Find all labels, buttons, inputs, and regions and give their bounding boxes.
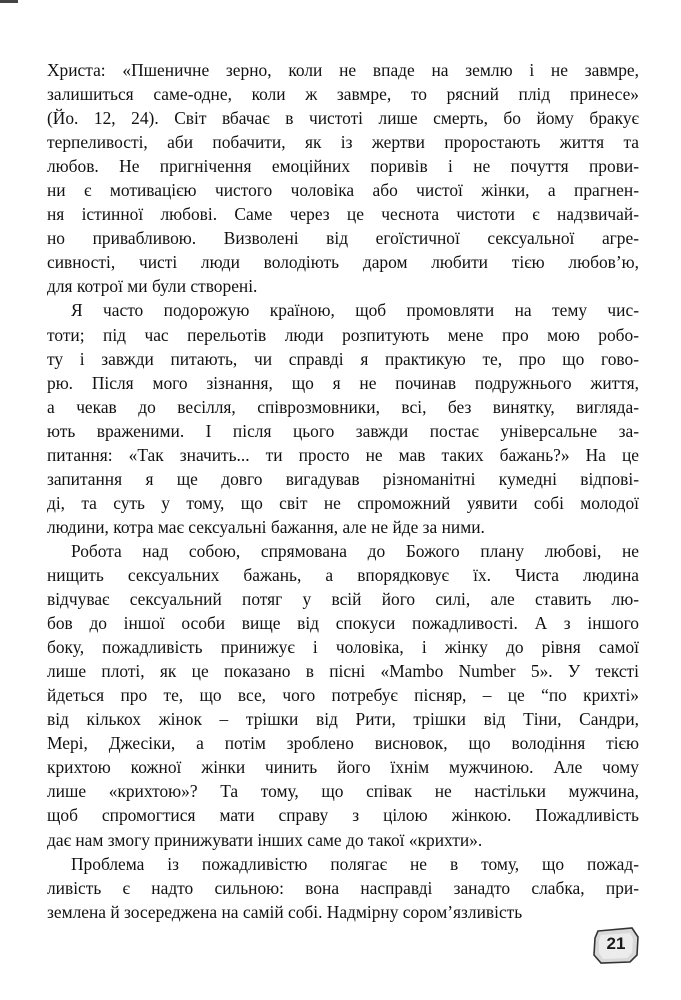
text-line: ливість є надто сильною: вона насправді занадто слабка, при-	[47, 877, 639, 898]
body-text	[47, 58, 639, 924]
text-line: ни є мотивацією чистого чоловіка або чистої жінки, а прагнен-	[47, 180, 639, 201]
paragraph	[47, 58, 639, 298]
paragraph	[47, 852, 639, 924]
text-line: лише «крихтою»? Та тому, що співак не настільки мужчина,	[47, 781, 639, 802]
text-line: любов. Не пригнічення емоційних поривів і не почуття прови-	[47, 156, 639, 177]
text-line: лише плоті, як це показано в пісні «Mambo Number 5». У тексті	[47, 661, 639, 682]
text-line: но привабливою. Визволені від егоїстичної сексуальної агре-	[47, 228, 639, 249]
text-line: терпеливості, аби побачити, як із жертви проростають життя та	[47, 132, 639, 153]
text-line: а чекав до весілля, співрозмовники, всі, без винятку, вигляда-	[47, 396, 639, 417]
text-line: Христа: «Пшеничне зерно, коли не впаде на землю і не завмре,	[47, 60, 639, 80]
text-line: ють враженими. І після цього завжди постає універсальне за-	[47, 420, 639, 441]
text-line: тоти; під час перельотів люди розпитують мене про мою робо-	[47, 324, 639, 345]
text-line: Мері, Джесіки, а потім зроблено висновок, що володіння тією	[47, 733, 639, 754]
text-line: бов до іншої особи вище від спокуси пожадливості. А з іншого	[47, 613, 639, 634]
paragraph	[47, 539, 639, 852]
text-line: Проблема із пожадливістю полягає не в тому, що пожад-	[71, 853, 639, 874]
text-line: залишиться саме-одне, коли ж завмре, то рясний плід принесе»	[47, 84, 639, 105]
text-line: Я часто подорожую країною, щоб промовляти на тему чис-	[71, 300, 639, 321]
text-line: ту і завжди питають, чи справді я практикую те, про що гово-	[47, 348, 639, 369]
text-line: щоб спромогтися мати справу з цілою жінкою. Пожадливість	[47, 805, 639, 826]
page-number-badge	[592, 925, 640, 965]
text-line: людини, котра має сексуальні бажання, але не йде за ними.	[47, 516, 485, 537]
page-number: 21	[606, 934, 626, 953]
text-line: ня істинної любові. Саме через це чеснота чистоти є надзвичай-	[47, 204, 639, 225]
text-line: ді, та суть у тому, що світ не спроможний уявити собі молодої	[47, 492, 639, 513]
text-line: сивності, чисті люди володіють даром любити тією любов’ю,	[47, 252, 639, 273]
text-line: йдеться про те, що все, чого потребує пісняр, – це “по крихті»	[47, 685, 639, 706]
text-line: крихтою кожної жінки чинить його їхнім мужчиною. Але чому	[47, 757, 639, 778]
text-line: рю. Після мого зізнання, що я не починав подружнього життя,	[47, 372, 639, 393]
text-line: питання: «Так значить... ти просто не мав таких бажань?» На це	[47, 444, 639, 465]
text-line: від кількох жінок – трішки від Рити, трішки від Тіни, Сандри,	[47, 709, 639, 730]
paragraph	[47, 298, 639, 538]
text-line: боку, пожадливість принижує і чоловіка, і жінку до рівня самої	[47, 637, 639, 658]
text-line: відчуває сексуальний потяг у всій його силі, але ставить лю-	[47, 589, 639, 610]
text-line: (Йо. 12, 24). Світ вбачає в чистоті лише смерть, бо йому бракує	[47, 108, 639, 129]
text-line: землена й зосереджена на самій собі. Надмірну сором’язливість	[47, 901, 523, 922]
text-line: Робота над собою, спрямована до Божого плану любові, не	[71, 540, 639, 561]
text-line: нищить сексуальних бажань, а впорядковує їх. Чиста людина	[47, 564, 639, 585]
text-line: запитання я ще довго вигадував різноманітні кумедні відпові-	[47, 468, 639, 489]
scan-edge-mark	[0, 0, 18, 3]
text-line: для котрої ми були створені.	[47, 276, 258, 297]
text-line: дає нам змогу принижувати інших саме до такої «крихти».	[47, 829, 483, 850]
